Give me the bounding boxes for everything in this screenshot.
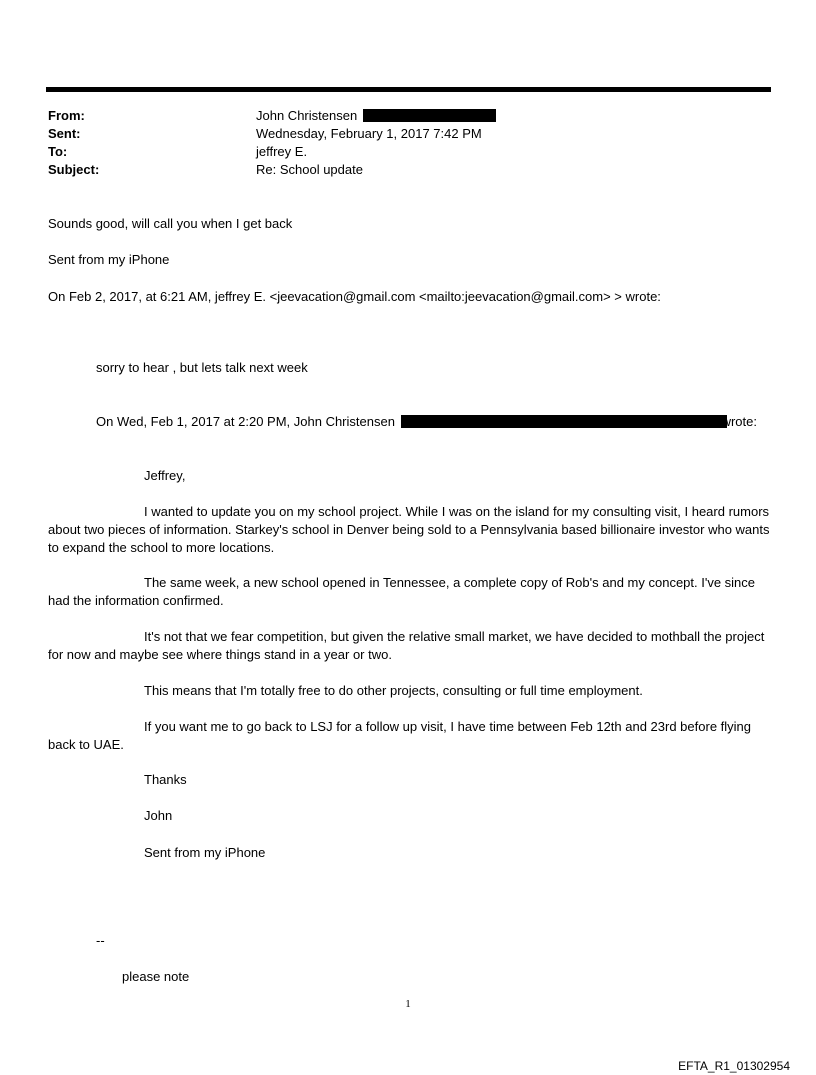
john-para-3: It's not that we fear competition, but given the relative small market, we have decided to mothball the project for now and maybe see where things stand in a year or two. [48, 629, 765, 662]
john-para-5: If you want me to go back to LSJ for a follow up visit, I have time between Feb 12th and 23rd before flying back to UAE. [48, 719, 752, 752]
document-id: EFTA_R1_01302954 [678, 1059, 790, 1073]
page-number: 1 [405, 998, 411, 1010]
jeffrey-quote-intro-end: wrote: [721, 414, 757, 429]
signature-dashes: -- [96, 933, 105, 948]
jeffrey-quote-intro [96, 413, 757, 431]
redaction-bar [401, 415, 727, 428]
john-name: John [144, 808, 173, 823]
please-note: please note [122, 969, 190, 984]
john-signature: Sent from my iPhone [144, 845, 266, 860]
reply-signature: Sent from my iPhone [48, 252, 170, 267]
subject-label: Subject: [48, 162, 100, 177]
from-name: John Christensen [256, 108, 358, 123]
jeffrey-quote-intro-text: On Wed, Feb 1, 2017 at 2:20 PM, John Christensen [96, 414, 395, 429]
reply-quote-intro: On Feb 2, 2017, at 6:21 AM, jeffrey E. <jeevacation@gmail.com <mailto:jeevacation@gmail.com> > wrote: [48, 289, 661, 304]
subject-value: Re: School update [256, 162, 363, 177]
john-thanks: Thanks [144, 772, 187, 787]
reply-body: Sounds good, will call you when I get back [48, 216, 293, 231]
sent-label: Sent: [48, 126, 81, 141]
john-para-1: I wanted to update you on my school project. While I was on the island for my consulting visit, I heard rumors about two pieces of information. Starkey's school in Denver being sold to a Pennsylvania based billionaire investor who wants to expand the school to more locations. [48, 504, 770, 555]
john-greeting: Jeffrey, [144, 468, 186, 483]
john-para-4: This means that I'm totally free to do other projects, consulting or full time employment. [144, 683, 643, 698]
redaction-bar [363, 109, 496, 122]
header-rule [46, 87, 771, 92]
sent-value: Wednesday, February 1, 2017 7:42 PM [256, 126, 482, 141]
from-value [256, 107, 496, 125]
to-value: jeffrey E. [256, 144, 308, 159]
to-label: To: [48, 144, 68, 159]
from-label: From: [48, 108, 85, 123]
jeffrey-body: sorry to hear , but lets talk next week [96, 360, 308, 375]
john-para-2: The same week, a new school opened in Tennessee, a complete copy of Rob's and my concept. I've since had the information confirmed. [48, 575, 756, 608]
